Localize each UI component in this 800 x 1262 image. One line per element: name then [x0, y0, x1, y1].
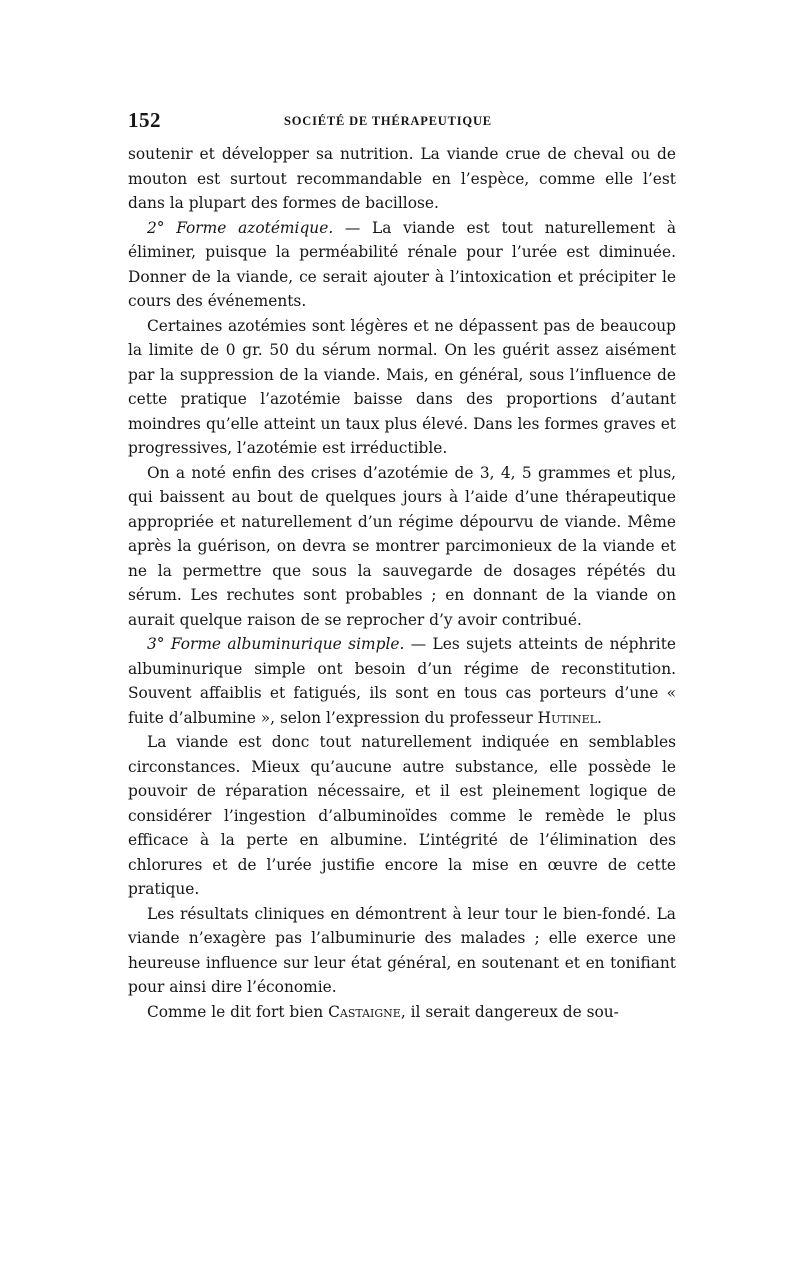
- page-header: [128, 108, 676, 142]
- page-number: 152: [128, 108, 161, 132]
- author-name-hutinel: Hutinel: [537, 708, 598, 727]
- paragraph-2-body: — La viande est tout naturellement à éliminer, puisque la perméabilité rénale pour l’urée est diminuée. Donner de la viande, ce serait ajouter à l’intoxication et précipiter le cours des événements.: [128, 218, 677, 310]
- paragraph-4: On a noté enfin des crises d’azotémie de 3, 4, 5 grammes et plus, qui baissent au bout de quelques jours à l’aide d’une thérapeutique appropriée et naturellement d’un régime dépourvu de viande. Même après la guérison, on devra se montrer parcimonieux de la viande et ne la permettre que sous la sauvegarde de dosages répétés du sérum. Les rechutes sont probables ; en donnant de la viande on aurait quelque raison de se reprocher d’y avoir contribué.: [128, 463, 676, 629]
- paragraph-forme-albuminurique: [128, 632, 676, 730]
- author-name-castaigne: Castaigne: [328, 1002, 401, 1021]
- paragraph-5-body: — Les sujets atteints de néphrite albuminurique simple ont besoin d’un régime de reconstitution. Souvent affaiblis et fatigués, ils sont en tous cas porteurs d’une « fuite d’albumine », selon l’expression du professeur: [128, 635, 676, 727]
- section-heading-albuminurique: 3° Forme albuminurique simple.: [147, 635, 405, 653]
- paragraph-8: [128, 1000, 676, 1025]
- paragraph-8-body: , il serait dangereux de sou-: [400, 1002, 619, 1021]
- paragraph-5-end: .: [597, 708, 602, 727]
- section-heading-azotemique: 2° Forme azotémique.: [147, 218, 334, 237]
- paragraph-7: Les résultats cliniques en démontrent à leur tour le bien-fondé. La viande n’exagère pas l’albuminurie des malades ; elle exerce une heureuse influence sur leur état général, en soutenant et en tonifiant pour ainsi dire l’économie.: [128, 904, 676, 996]
- paragraph-6: La viande est donc tout naturellement indiquée en semblables circonstances. Mieux qu’aucune autre substance, elle possède le pouvoir de réparation nécessaire, et il est pleinement logique de considérer l’ingestion d’albuminoïdes comme le remède le plus efficace à la perte en albumine. L’intégrité de l’élimination des chlorures et de l’urée justifie encore la mise en œuvre de cette pratique.: [128, 733, 676, 898]
- book-page: [128, 108, 676, 1024]
- paragraph-8-start: Comme le dit fort bien: [147, 1002, 329, 1021]
- paragraph-forme-azotemique: [128, 216, 676, 314]
- body-text: [128, 142, 676, 1024]
- paragraph-1: soutenir et développer sa nutrition. La viande crue de cheval ou de mouton est surtout recommandable en l’espèce, comme elle l’est dans la plupart des formes de bacillose.: [128, 145, 676, 212]
- paragraph-3: Certaines azotémies sont légères et ne dépassent pas de beaucoup la limite de 0 gr. 50 du sérum normal. On les guérit assez aisément par la suppression de la viande. Mais, en général, sous l’influence de cette pratique l’azotémie baisse dans des proportions d’autant moindres qu’elle atteint un taux plus élevé. Dans les formes graves et progressives, l’azotémie est irréductible.: [128, 316, 676, 457]
- running-title: SOCIÉTÉ DE THÉRAPEUTIQUE: [284, 114, 492, 128]
